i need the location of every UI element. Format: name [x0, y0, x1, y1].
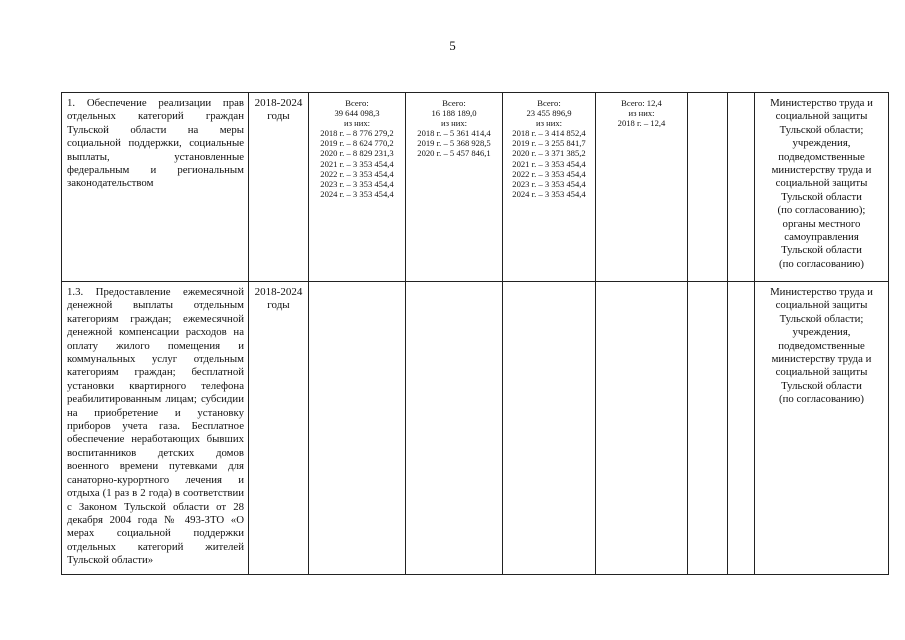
fin-year: 2022 г. – 3 353 454,4 — [512, 168, 586, 179]
responsible-line: (по согласованию) — [779, 393, 864, 406]
fin-year: 2018 г. – 8 776 279,2 — [320, 128, 394, 139]
fin-year: 2019 г. – 3 255 841,7 — [512, 138, 586, 149]
fin-head: Всего: 12,4 — [621, 98, 662, 108]
fin-year: 2020 г. – 8 829 231,3 — [320, 148, 394, 159]
period-years: 2018-2024 — [254, 97, 303, 109]
fin-year: 2018 г. – 5 361 414,4 — [417, 128, 491, 139]
fin-year: 2020 г. – 5 457 846,1 — [417, 148, 491, 159]
responsible-line: органы местного — [782, 217, 861, 230]
empty-cell — [503, 282, 596, 575]
responsible-line: Тульской области; — [779, 123, 864, 136]
fin-sub: из них: — [535, 118, 563, 129]
program-table — [61, 92, 889, 575]
responsible-line: учреждения, — [792, 137, 851, 150]
responsible-line: (по согласованию); — [777, 204, 866, 217]
fin-total: 39 644 098,3 — [334, 108, 380, 119]
responsible-line: Министерство труда и — [770, 97, 873, 109]
fin-year: 2024 г. – 3 353 454,4 — [320, 188, 394, 199]
table-row — [62, 93, 889, 282]
responsible-line: министерству труда и — [771, 353, 872, 366]
table-row — [62, 282, 889, 575]
responsible-line: учреждения, — [792, 326, 851, 339]
fin-year: 2023 г. – 3 353 454,4 — [512, 178, 586, 189]
responsible-cell — [755, 282, 889, 575]
responsible-cell — [755, 93, 889, 282]
fin-total: 16 188 189,0 — [431, 108, 477, 119]
fin-year: 2024 г. – 3 353 454,4 — [512, 188, 586, 199]
fin-year: 2019 г. – 5 368 928,5 — [417, 138, 491, 149]
fin-year: 2022 г. – 3 353 454,4 — [320, 168, 394, 179]
responsible-line: самоуправления — [784, 231, 859, 244]
responsible-line: подведомственные — [778, 339, 865, 352]
fin-sub: из них: — [628, 108, 655, 119]
period-unit: годы — [267, 299, 290, 312]
responsible-line: министерству труда и — [771, 164, 872, 177]
empty-cell — [688, 282, 728, 575]
fin-year: 2019 г. – 8 624 770,2 — [320, 138, 394, 149]
measure-text: 1. Обеспечение реализации прав отдельных категорий граждан Тульской области на меры социальной поддержки, социальные выплаты, установленные федеральным и региональным законодательством — [67, 97, 244, 190]
measure-cell — [62, 282, 249, 575]
responsible-line: социальной защиты — [775, 177, 868, 190]
fin-year: 2021 г. – 3 353 454,4 — [320, 158, 394, 169]
fin-year: 2023 г. – 3 353 454,4 — [320, 178, 394, 189]
empty-cell — [728, 282, 755, 575]
responsible-line: социальной защиты — [775, 366, 868, 379]
fin-head: Всего: — [345, 98, 369, 108]
period-unit: годы — [267, 110, 290, 123]
responsible-line: подведомственные — [778, 150, 865, 163]
empty-cell — [596, 282, 688, 575]
empty-cell — [406, 282, 503, 575]
responsible-line: Тульской области — [781, 244, 862, 257]
fin-regional-cell — [503, 93, 596, 282]
fin-local-cell — [596, 93, 688, 282]
responsible-line: Министерство труда и — [770, 286, 873, 298]
fin-year: 2018 г. – 3 414 852,4 — [512, 128, 586, 139]
period-cell — [249, 282, 309, 575]
responsible-line: Тульской области — [781, 379, 862, 392]
fin-year: 2018 г. – 12,4 — [617, 118, 666, 129]
responsible-line: Тульской области — [781, 190, 862, 203]
fin-sub: из них: — [343, 118, 371, 129]
period-cell — [249, 93, 309, 282]
period-years: 2018-2024 — [254, 286, 303, 298]
fin-year: 2020 г. – 3 371 385,2 — [512, 148, 586, 159]
fin-year: 2021 г. – 3 353 454,4 — [512, 158, 586, 169]
responsible-line: Тульской области; — [779, 312, 864, 325]
fin-sub: из них: — [440, 118, 468, 129]
fin-head: Всего: — [537, 98, 561, 108]
measure-cell — [62, 93, 249, 282]
empty-cell — [728, 93, 755, 282]
empty-cell — [309, 282, 406, 575]
fin-head: Всего: — [442, 98, 466, 108]
fin-federal-cell — [406, 93, 503, 282]
responsible-line: (по согласованию) — [779, 257, 864, 270]
page-number: 5 — [449, 38, 456, 53]
responsible-line: социальной защиты — [775, 299, 868, 312]
fin-total: 23 455 896,9 — [526, 108, 572, 119]
fin-total-cell — [309, 93, 406, 282]
measure-text: 1.3. Предоставление ежемесячной денежной выплаты отдельным категориям граждан; ежемесячной денежной компенсации расходов на оплату жилого помещения и коммунальных услуг отдельным категориям граждан; бесплатной установки квартирного телефона реабилитированным лицам; субсидии на приобретение и установку приборов учета газа. Бесплатное обеспечение неработающих бывших воспитанников детских домов военного времени путевками для санаторно-курортного лечения и отдыха (1 раз в 2 года) в соответствии с Законом Тульской области от 28 декабря 2004 года № 493-ЗТО «О мерах социальной поддержки отдельных категорий жителей Тульской области» — [67, 286, 244, 567]
responsible-line: социальной защиты — [775, 110, 868, 123]
empty-cell — [688, 93, 728, 282]
